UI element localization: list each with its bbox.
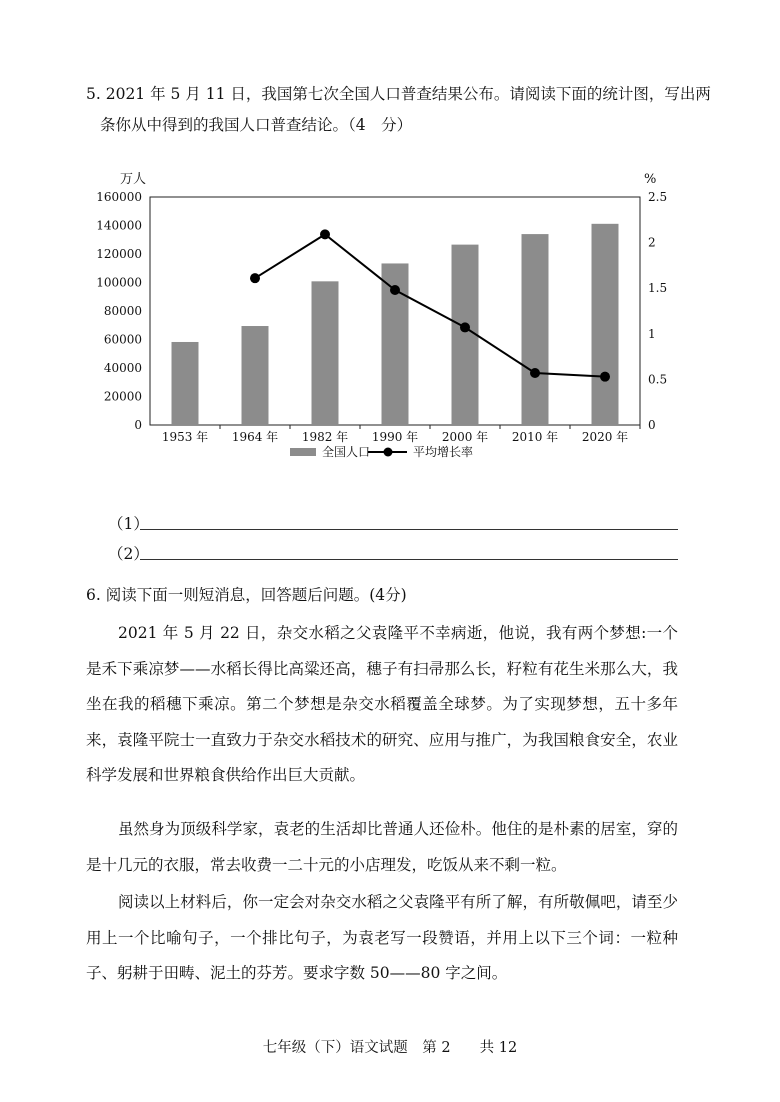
growth-rate-point bbox=[320, 229, 330, 239]
page-footer: 七年级（下）语文试题 第 2 共 12 bbox=[262, 1040, 518, 1056]
x-tick-label: 1953 年 bbox=[161, 430, 209, 444]
answer-label-1: （1） bbox=[108, 515, 149, 533]
population-bar bbox=[312, 281, 339, 425]
answer-rule-2 bbox=[140, 559, 678, 560]
question-6-title: 6. 阅读下面一则短消息，回答题后问题。(4分) bbox=[86, 586, 407, 604]
left-tick-label: 160000 bbox=[96, 190, 142, 204]
left-tick-label: 100000 bbox=[96, 275, 142, 290]
growth-rate-point bbox=[390, 285, 400, 295]
passage-paragraph-1: 2021 年 5 月 22 日，杂交水稻之父袁隆平不幸病逝，他说，我有两个梦想:一个是禾下乘凉梦——水稻长得比高粱还高，穗子有扫帚那么长，籽粒有花生米那么大，我坐在我的稻穗下乘凉。第二个梦想是杂交水稻覆盖全球梦。为了实现梦想，五十多年来，袁隆平院士一直致力于杂交水稻技术的研究、应用与推广，为我国粮食安全，农业科学发展和世界粮食供给作出巨大贡献。 bbox=[86, 624, 678, 784]
population-bar bbox=[242, 326, 269, 425]
right-tick-label: 1.5 bbox=[648, 281, 668, 296]
growth-rate-line bbox=[255, 234, 605, 376]
population-chart bbox=[95, 165, 675, 470]
left-tick-label: 0 bbox=[134, 418, 142, 432]
left-tick-label: 120000 bbox=[96, 247, 142, 261]
left-tick-label: 140000 bbox=[96, 218, 142, 233]
question-5-line-2: 条你从中得到的我国人口普查结论。（4 分） bbox=[100, 116, 413, 134]
legend-label-population: 全国人口 bbox=[322, 445, 371, 459]
question-5-line-1: 5. 2021 年 5 月 11 日，我国第七次全国人口普查结果公布。请阅读下面的统计图，写出两 bbox=[86, 85, 711, 103]
left-tick-label: 20000 bbox=[103, 389, 142, 404]
left-tick-label: 60000 bbox=[103, 332, 142, 347]
answer-rule-1 bbox=[140, 529, 678, 530]
growth-rate-point bbox=[460, 322, 470, 332]
left-axis-unit: 万人 bbox=[120, 172, 147, 187]
population-bar bbox=[172, 342, 199, 425]
population-bar bbox=[592, 224, 619, 425]
right-tick-label: 1 bbox=[648, 326, 656, 341]
legend-swatch-growth-point bbox=[384, 448, 393, 457]
left-tick-label: 80000 bbox=[103, 304, 142, 318]
population-bar bbox=[452, 245, 479, 425]
x-tick-label: 1964 年 bbox=[231, 430, 279, 444]
growth-rate-point bbox=[530, 368, 540, 378]
right-axis-unit: % bbox=[644, 172, 657, 187]
passage-paragraph-3: 阅读以上材料后，你一定会对杂交水稻之父袁隆平有所了解，有所敬佩吧，请至少用上一个比喻句子，一个排比句子，为袁老写一段赞语，并用上以下三个词：一粒种子、躬耕于田畴、泥土的芬芳。要求字数 50——80 字之间。 bbox=[86, 893, 678, 982]
right-tick-label: 2.5 bbox=[648, 190, 668, 204]
passage-paragraph-2: 虽然身为顶级科学家，袁老的生活却比普通人还俭朴。他住的是朴素的居室，穿的是十几元的衣服，常去收费一二十元的小店理发，吃饭从来不剩一粒。 bbox=[86, 820, 678, 874]
x-tick-label: 2000 年 bbox=[441, 430, 489, 444]
growth-rate-point bbox=[250, 273, 260, 283]
legend-swatch-population bbox=[290, 448, 316, 456]
legend-label-growth: 平均增长率 bbox=[413, 445, 474, 459]
right-tick-label: 0 bbox=[648, 418, 656, 432]
answer-line-2 bbox=[108, 542, 149, 564]
answer-label-2: （2） bbox=[108, 545, 149, 563]
x-tick-label: 2020 年 bbox=[581, 430, 629, 444]
right-tick-label: 0.5 bbox=[648, 372, 668, 387]
x-tick-label: 1990 年 bbox=[371, 430, 419, 444]
population-bar bbox=[522, 234, 549, 425]
x-tick-label: 1982 年 bbox=[301, 430, 349, 444]
right-tick-label: 2 bbox=[648, 235, 656, 250]
x-tick-label: 2010 年 bbox=[511, 430, 559, 444]
answer-line-1 bbox=[108, 512, 149, 534]
left-tick-label: 40000 bbox=[103, 361, 142, 375]
growth-rate-point bbox=[600, 372, 610, 382]
